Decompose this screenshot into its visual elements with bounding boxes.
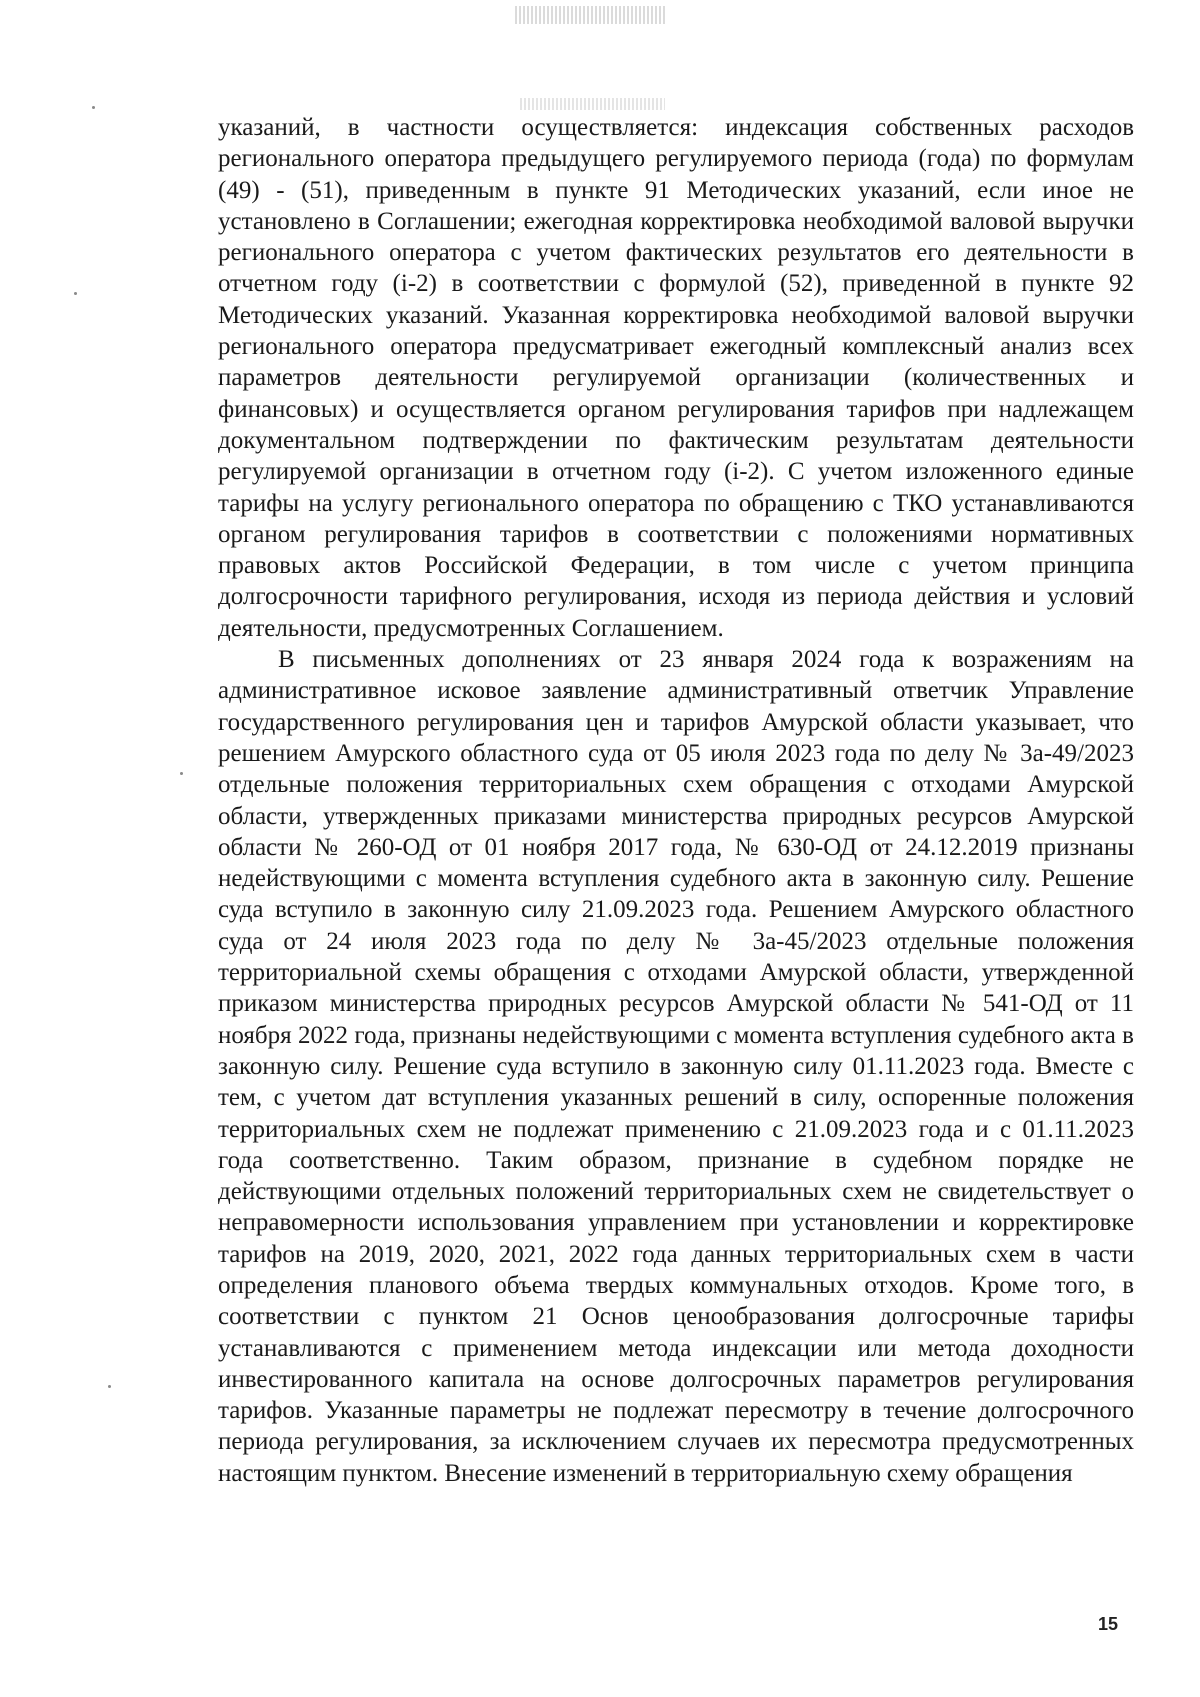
paragraph-continuation: указаний, в частности осуществляется: индексация собственных расходов регионального оператора предыдущего регулируемого периода (года) по формулам (49) - (51), приведенным в пункте 91 Методических указаний, если иное не установлено в Соглашении; ежегодная корректировка необходимой валовой выручки регионального оператора с учетом фактических результатов его деятельности в отчетном году (i-2) в соответствии с формулой (52), приведенной в пункте 92 Методических указаний. Указанная корректировка необходимой валовой выручки регионального оператора предусматривает ежегодный комплексный анализ всех параметров деятельности регулируемой организации (количественных и финансовых) и осуществляется органом регулирования тарифов при надлежащем документальном подтверждении по фактическим результатам деятельности регулируемой организации в отчетном году (i-2). С учетом изложенного единые тарифы на услугу регионального оператора по обращению с ТКО устанавливаются органом регулирования тарифов в соответствии с положениями нормативных правовых актов Российской Федерации, в том числе с учетом принципа долгосрочности тарифного регулирования, исходя из периода действия и условий деятельности, предусмотренных Соглашением.	[218, 114, 1134, 642]
scan-speck	[92, 106, 95, 109]
document-body	[218, 112, 1134, 1489]
scan-speck	[108, 1385, 111, 1388]
scan-speck	[74, 292, 77, 295]
scan-artifact	[520, 98, 665, 110]
page-number: 15	[1098, 1614, 1119, 1634]
scan-artifact	[515, 6, 665, 24]
scan-speck	[180, 772, 183, 775]
paragraph-written-additions: В письменных дополнениях от 23 января 2024 года к возражениям на административное исковое заявление административный ответчик Управление государственного регулирования цен и тарифов Амурской области указывает, что решением Амурского областного суда от 05 июля 2023 года по делу № 3а-49/2023 отдельные положения территориальных схем обращения с отходами Амурской области, утвержденных приказами министерства природных ресурсов Амурской области № 260-ОД от 01 ноября 2017 года, № 630-ОД от 24.12.2019 признаны недействующими с момента вступления судебного акта в законную силу. Решение суда вступило в законную силу 21.09.2023 года. Решением Амурского областного суда от 24 июля 2023 года по делу № 3а-45/2023 отдельные положения территориальной схемы обращения с отходами Амурской области, утвержденной приказом министерства природных ресурсов Амурской области № 541-ОД от 11 ноября 2022 года, признаны недействующими с момента вступления судебного акта в законную силу. Решение суда вступило в законную силу 01.11.2023 года. Вместе с тем, с учетом дат вступления указанных решений в силу, оспоренные положения территориальных схем не подлежат применению с 21.09.2023 года и с 01.11.2023 года соответственно. Таким образом, признание в судебном порядке не действующими отдельных положений территориальных схем не свидетельствует о неправомерности использования управлением при установлении и корректировке тарифов на 2019, 2020, 2021, 2022 года данных территориальных схем в части определения планового объема твердых коммунальных отходов. Кроме того, в соответствии с пунктом 21 Основ ценообразования долгосрочные тарифы устанавливаются с применением метода индексации или метода доходности инвестированного капитала на основе долгосрочных параметров регулирования тарифов. Указанные параметры не подлежат пересмотру в течение долгосрочного периода регулирования, за исключением случаев их пересмотра предусмотренных настоящим пунктом. Внесение изменений в территориальную схему обращения	[218, 646, 1134, 1487]
